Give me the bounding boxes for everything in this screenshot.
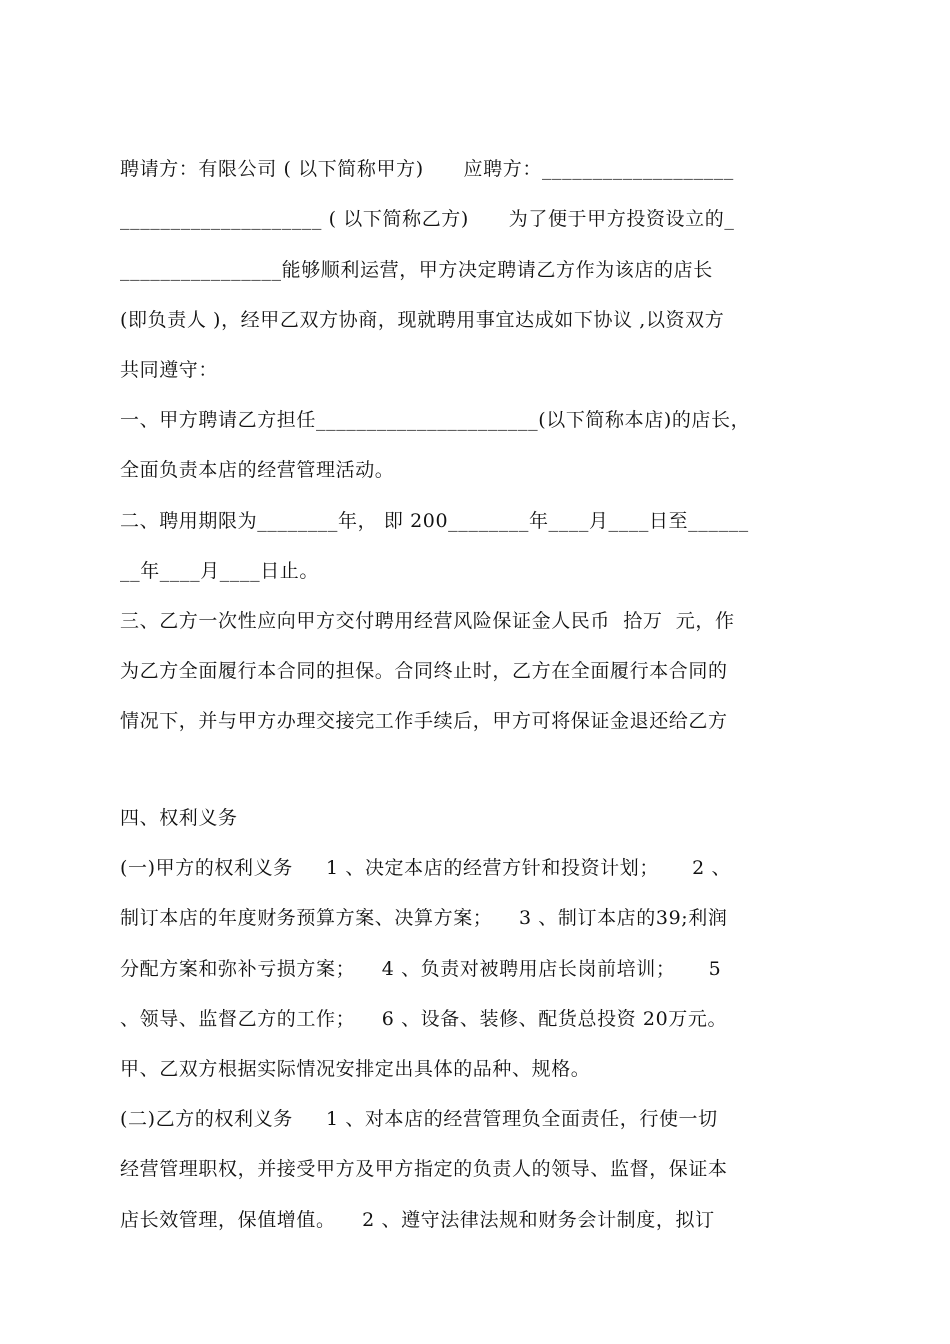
text-line: 分配方案和弥补亏损方案； 4 、负责对被聘用店长岗前培训； 5 xyxy=(120,958,722,980)
text-line: ____________________ ( 以下简称乙方) 为了便于甲方投资设立的_ xyxy=(120,208,735,230)
text-line: 店长效管理，保值增值。 2 、遵守法律法规和财务会计制度，拟订 xyxy=(120,1209,715,1231)
section-heading: 四、权利义务 xyxy=(120,807,238,829)
text-line: 、领导、监督乙方的工作； 6 、设备、装修、配货总投资 20万元。 xyxy=(120,1008,728,1030)
text-line: 二、聘用期限为________年， 即 200________年____月____日至______ xyxy=(120,510,749,532)
text-line: 甲、乙双方根据实际情况安排定出具体的品种、规格。 xyxy=(120,1058,591,1080)
text-line: 制订本店的年度财务预算方案、决算方案； 3 、制订本店的39;利润 xyxy=(120,907,728,929)
text-line: 三、乙方一次性应向甲方交付聘用经营风险保证金人民币 拾万 元，作 xyxy=(120,610,735,632)
text-line: 全面负责本店的经营管理活动。 xyxy=(120,459,395,481)
text-line: (即负责人 )，经甲乙双方协商，现就聘用事宜达成如下协议 ,以资双方 xyxy=(120,309,725,331)
text-line: (二)乙方的权利义务 1 、对本店的经营管理负全面责任，行使一切 xyxy=(120,1108,718,1130)
text-line: 情况下，并与甲方办理交接完工作手续后，甲方可将保证金退还给乙方 xyxy=(120,710,728,732)
text-line: 聘请方：有限公司 ( 以下简称甲方) 应聘方：___________________ xyxy=(120,158,734,180)
text-line: 共同遵守： xyxy=(120,359,219,381)
text-line: (一)甲方的权利义务 1 、决定本店的经营方针和投资计划； 2 、 xyxy=(120,857,732,879)
text-line: __年____月____日止。 xyxy=(120,560,320,582)
text-line: 经营管理职权，并接受甲方及甲方指定的负责人的领导、监督，保证本 xyxy=(120,1158,728,1180)
text-line: 为乙方全面履行本合同的担保。合同终止时，乙方在全面履行本合同的 xyxy=(120,660,728,682)
text-line: 一、甲方聘请乙方担任______________________(以下简称本店)的店长， xyxy=(120,409,751,431)
text-line: ________________能够顺利运营，甲方决定聘请乙方作为该店的店长 xyxy=(120,259,713,281)
